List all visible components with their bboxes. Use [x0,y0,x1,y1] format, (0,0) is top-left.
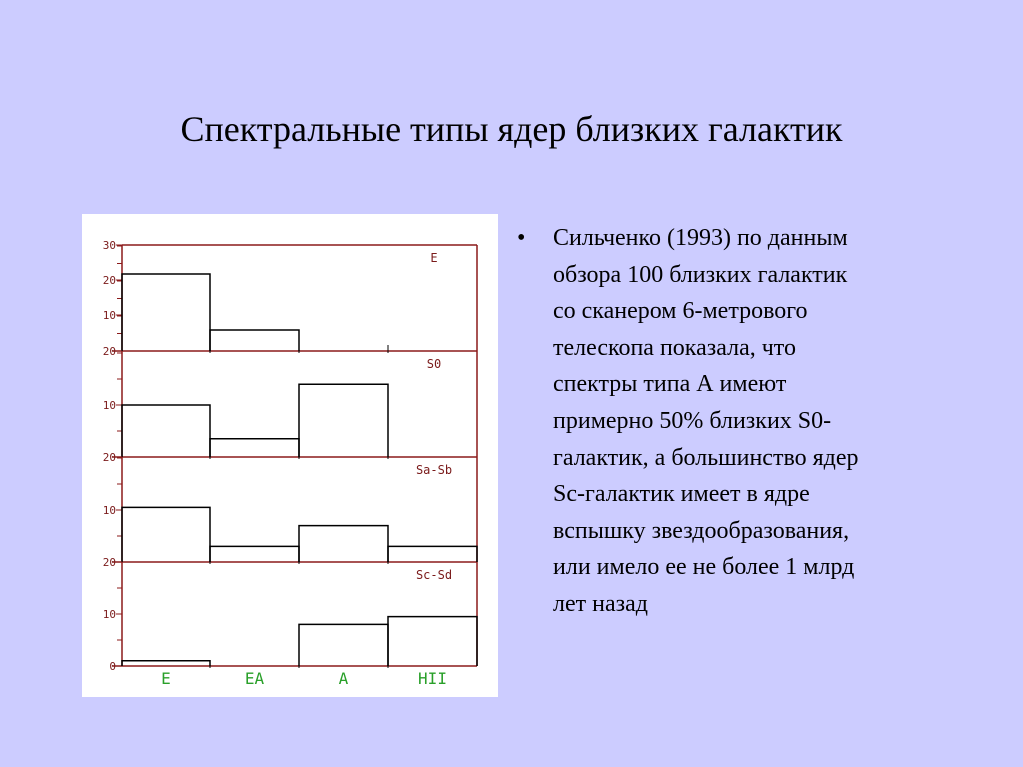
y-tick-label: 20 [102,556,116,569]
histogram-bar [210,330,299,351]
y-tick-label: 10 [102,504,116,517]
bullet-line-2: обзора 100 близких галактик [553,261,848,288]
category-label-a: A [338,669,349,688]
histogram-bar [299,526,388,562]
histogram-chart [82,214,498,697]
bullet-line-4: телескопа показала, что [553,334,796,361]
bullet-line-8: Sc-галактик имеет в ядре [553,481,810,508]
y-tick-label: 30 [102,239,116,252]
histogram-bar [122,274,210,351]
y-tick-label: 20 [102,345,116,358]
histogram-bar [122,507,210,562]
bullet-line-5: спектры типа А имеют [553,371,787,398]
y-tick-label: 20 [102,451,116,464]
panel-label-sc-sd: Sc-Sd [415,568,453,582]
y-tick-label: 10 [102,309,116,322]
histogram-bar [299,624,388,666]
histogram-bar [122,661,210,666]
histogram-bar [210,439,299,457]
slide-title: Спектральные типы ядер близких галактик [180,109,843,149]
bullet-line-1: Сильченко (1993) по данным [553,225,848,251]
bullet-line-9: вспышку звездообразования, [553,517,850,544]
y-tick-label: 10 [102,399,116,412]
panel-label-e: E [430,251,438,265]
histogram-bar [122,405,210,457]
histogram-bar [299,384,388,457]
bullet-line-7: галактик, а большинство ядер [553,444,859,471]
bullet-line-3: со сканером 6-метрового [553,298,808,325]
y-tick-label: 20 [102,274,116,287]
bullet-line-11: лет назад [553,590,648,617]
histogram-bar [210,546,299,562]
histogram-svg [82,214,498,697]
category-label-ea: EA [244,669,265,688]
bullet-line-6: примерно 50% близких S0- [553,407,832,434]
category-label-hii: HII [418,669,447,688]
panel-label-s0: S0 [426,357,442,371]
panel-label-sa-sb: Sa-Sb [415,463,453,477]
y-tick-label: 10 [102,608,116,621]
category-label-e: E [161,669,171,688]
y-tick-label: 0 [109,660,116,673]
bullet-text [553,220,973,623]
bullet-marker: • [517,225,526,251]
histogram-bar [388,546,477,562]
histogram-bar [388,617,477,666]
bullet-line-10: или имело ее не более 1 млрд [553,554,855,581]
